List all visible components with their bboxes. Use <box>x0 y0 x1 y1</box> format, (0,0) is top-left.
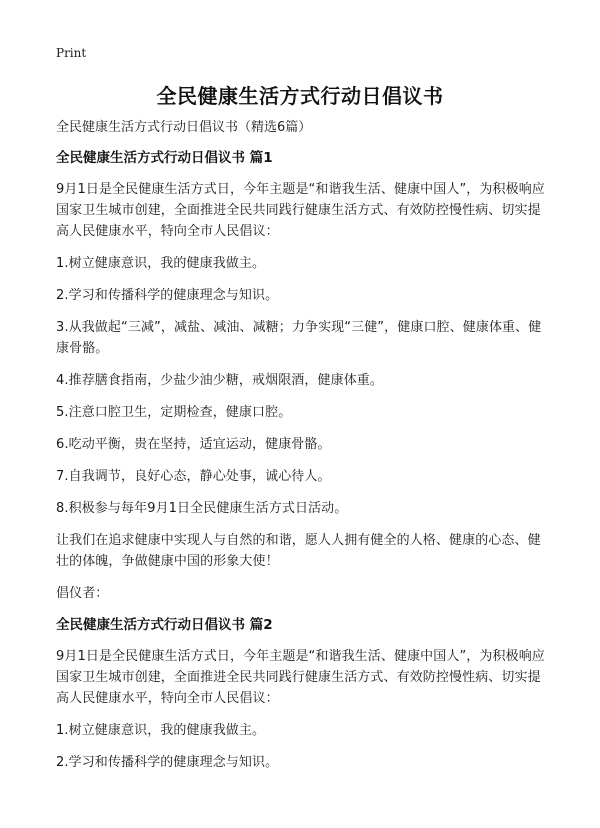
print-link[interactable]: Print <box>56 46 87 60</box>
list-item: 8.积极参与每年9月1日全民健康生活方式日活动。 <box>56 501 348 516</box>
list-item: 3.从我做起“三减”，减盐、减油、减糖；力争实现“三健”，健康口腔、健康体重、健康骨骼。 <box>56 320 542 356</box>
intro-paragraph: 9月1日是全民健康生活方式日，今年主题是“和谐我生活、健康中国人”，为积极响应国家卫生城市创建，全面推进全民共同践行健康生活方式、有效防控慢性病、切实提高人民健康水平，特向全市人民倡议： <box>56 649 545 706</box>
intro-paragraph: 9月1日是全民健康生活方式日，今年主题是“和谐我生活、健康中国人”，为积极响应国家卫生城市创建，全面推进全民共同践行健康生活方式、有效防控慢性病、切实提高人民健康水平，特向全市人民倡议： <box>56 182 545 239</box>
document-title: 全民健康生活方式行动日倡议书 <box>156 84 444 108</box>
list-item: 2.学习和传播科学的健康理念与知识。 <box>56 755 279 770</box>
list-item: 1.树立健康意识，我的健康我做主。 <box>56 256 266 271</box>
section-2 <box>56 615 546 773</box>
list-item: 7.自我调节，良好心态，静心处事，诚心待人。 <box>56 469 331 484</box>
document-body <box>56 118 546 784</box>
list-item: 4.推荐膳食指南，少盐少油少糖，戒烟限酒，健康体重。 <box>56 373 384 388</box>
list-item: 1.树立健康意识，我的健康我做主。 <box>56 723 266 738</box>
closing-paragraph: 让我们在追求健康中实现人与自然的和谐，愿人人拥有健全的人格、健康的心态、健壮的体魄，争做健康中国的形象大使！ <box>56 533 541 569</box>
list-item: 2.学习和传播科学的健康理念与知识。 <box>56 288 279 303</box>
section-heading: 全民健康生活方式行动日倡议书 篇2 <box>56 617 273 633</box>
section-1 <box>56 148 546 604</box>
list-item: 5.注意口腔卫生，定期检查，健康口腔。 <box>56 405 292 420</box>
list-item: 6.吃动平衡，贵在坚持，适宜运动，健康骨骼。 <box>56 437 331 452</box>
signature-line: 倡仪者： <box>56 586 109 601</box>
document-subtitle: 全民健康生活方式行动日倡议书（精选6篇） <box>56 120 312 135</box>
section-heading: 全民健康生活方式行动日倡议书 篇1 <box>56 150 273 166</box>
